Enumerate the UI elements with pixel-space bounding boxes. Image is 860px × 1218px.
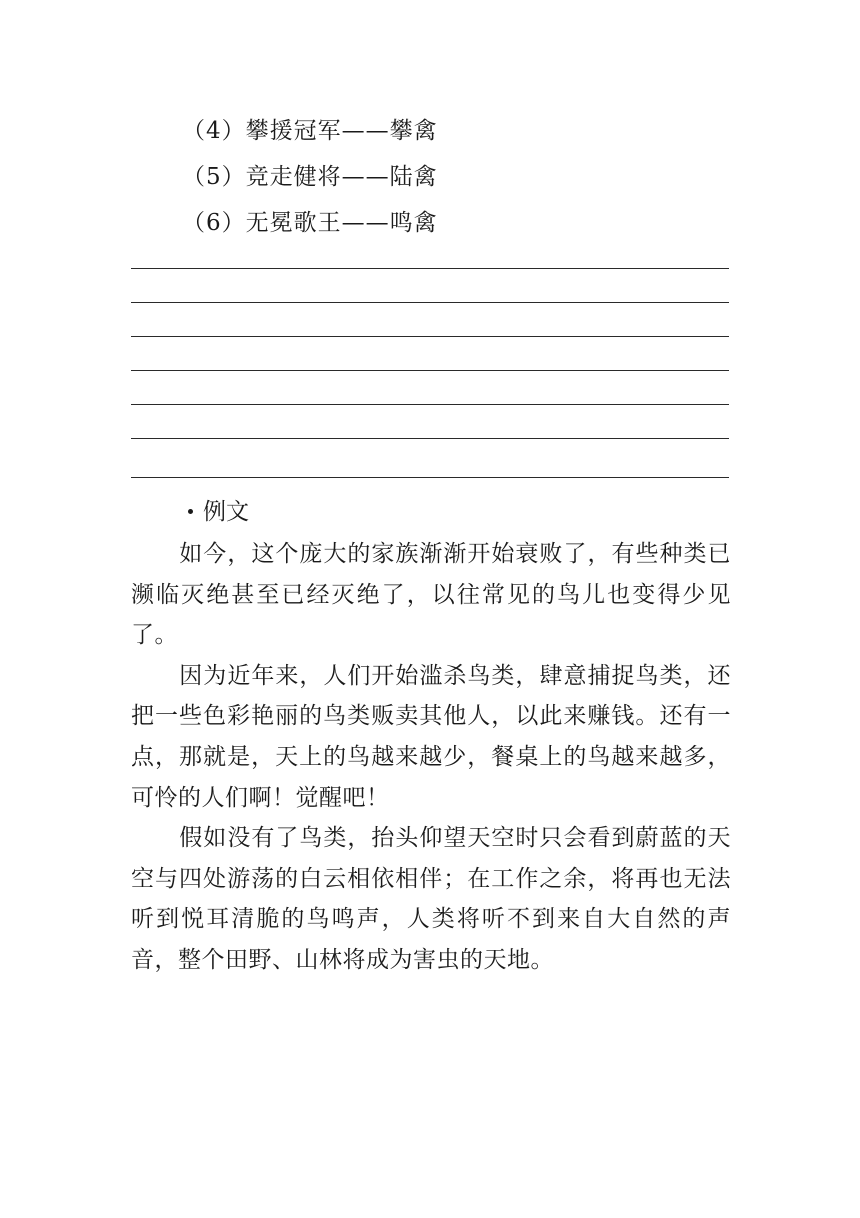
answer-line [131,438,729,439]
bullet-icon [188,509,193,514]
bird-category-list [182,108,438,246]
answer-line [131,268,729,269]
answer-line [131,370,729,371]
answer-line [131,302,729,303]
list-item: （6）无冕歌王——鸣禽 [182,210,438,236]
example-essay [131,534,731,981]
answer-lines [131,268,729,480]
essay-paragraph: 如今，这个庞大的家族渐渐开始衰败了，有些种类已濒临灭绝甚至已经灭绝了，以往常见的鸟儿也变得少见了。 [131,541,731,649]
list-item: （4）攀援冠军——攀禽 [182,118,438,144]
answer-line [131,336,729,337]
answer-line [131,404,729,405]
example-section-heading [188,494,249,530]
essay-paragraph: 因为近年来，人们开始滥杀鸟类，肆意捕捉鸟类，还把一些色彩艳丽的鸟类贩卖其他人，以此来赚钱。还有一点，那就是，天上的鸟越来越少，餐桌上的鸟越来越多，可怜的人们啊！觉醒吧！ [131,662,731,811]
list-item: （5）竞走健将——陆禽 [182,164,438,190]
essay-paragraph: 假如没有了鸟类，抬头仰望天空时只会看到蔚蓝的天空与四处游荡的白云相依相伴；在工作之余，将再也无法听到悦耳清脆的鸟鸣声，人类将听不到来自大自然的声音，整个田野、山林将成为害虫的天地。 [131,825,731,973]
answer-line [131,477,729,478]
section-label-text: 例文 [203,499,249,525]
